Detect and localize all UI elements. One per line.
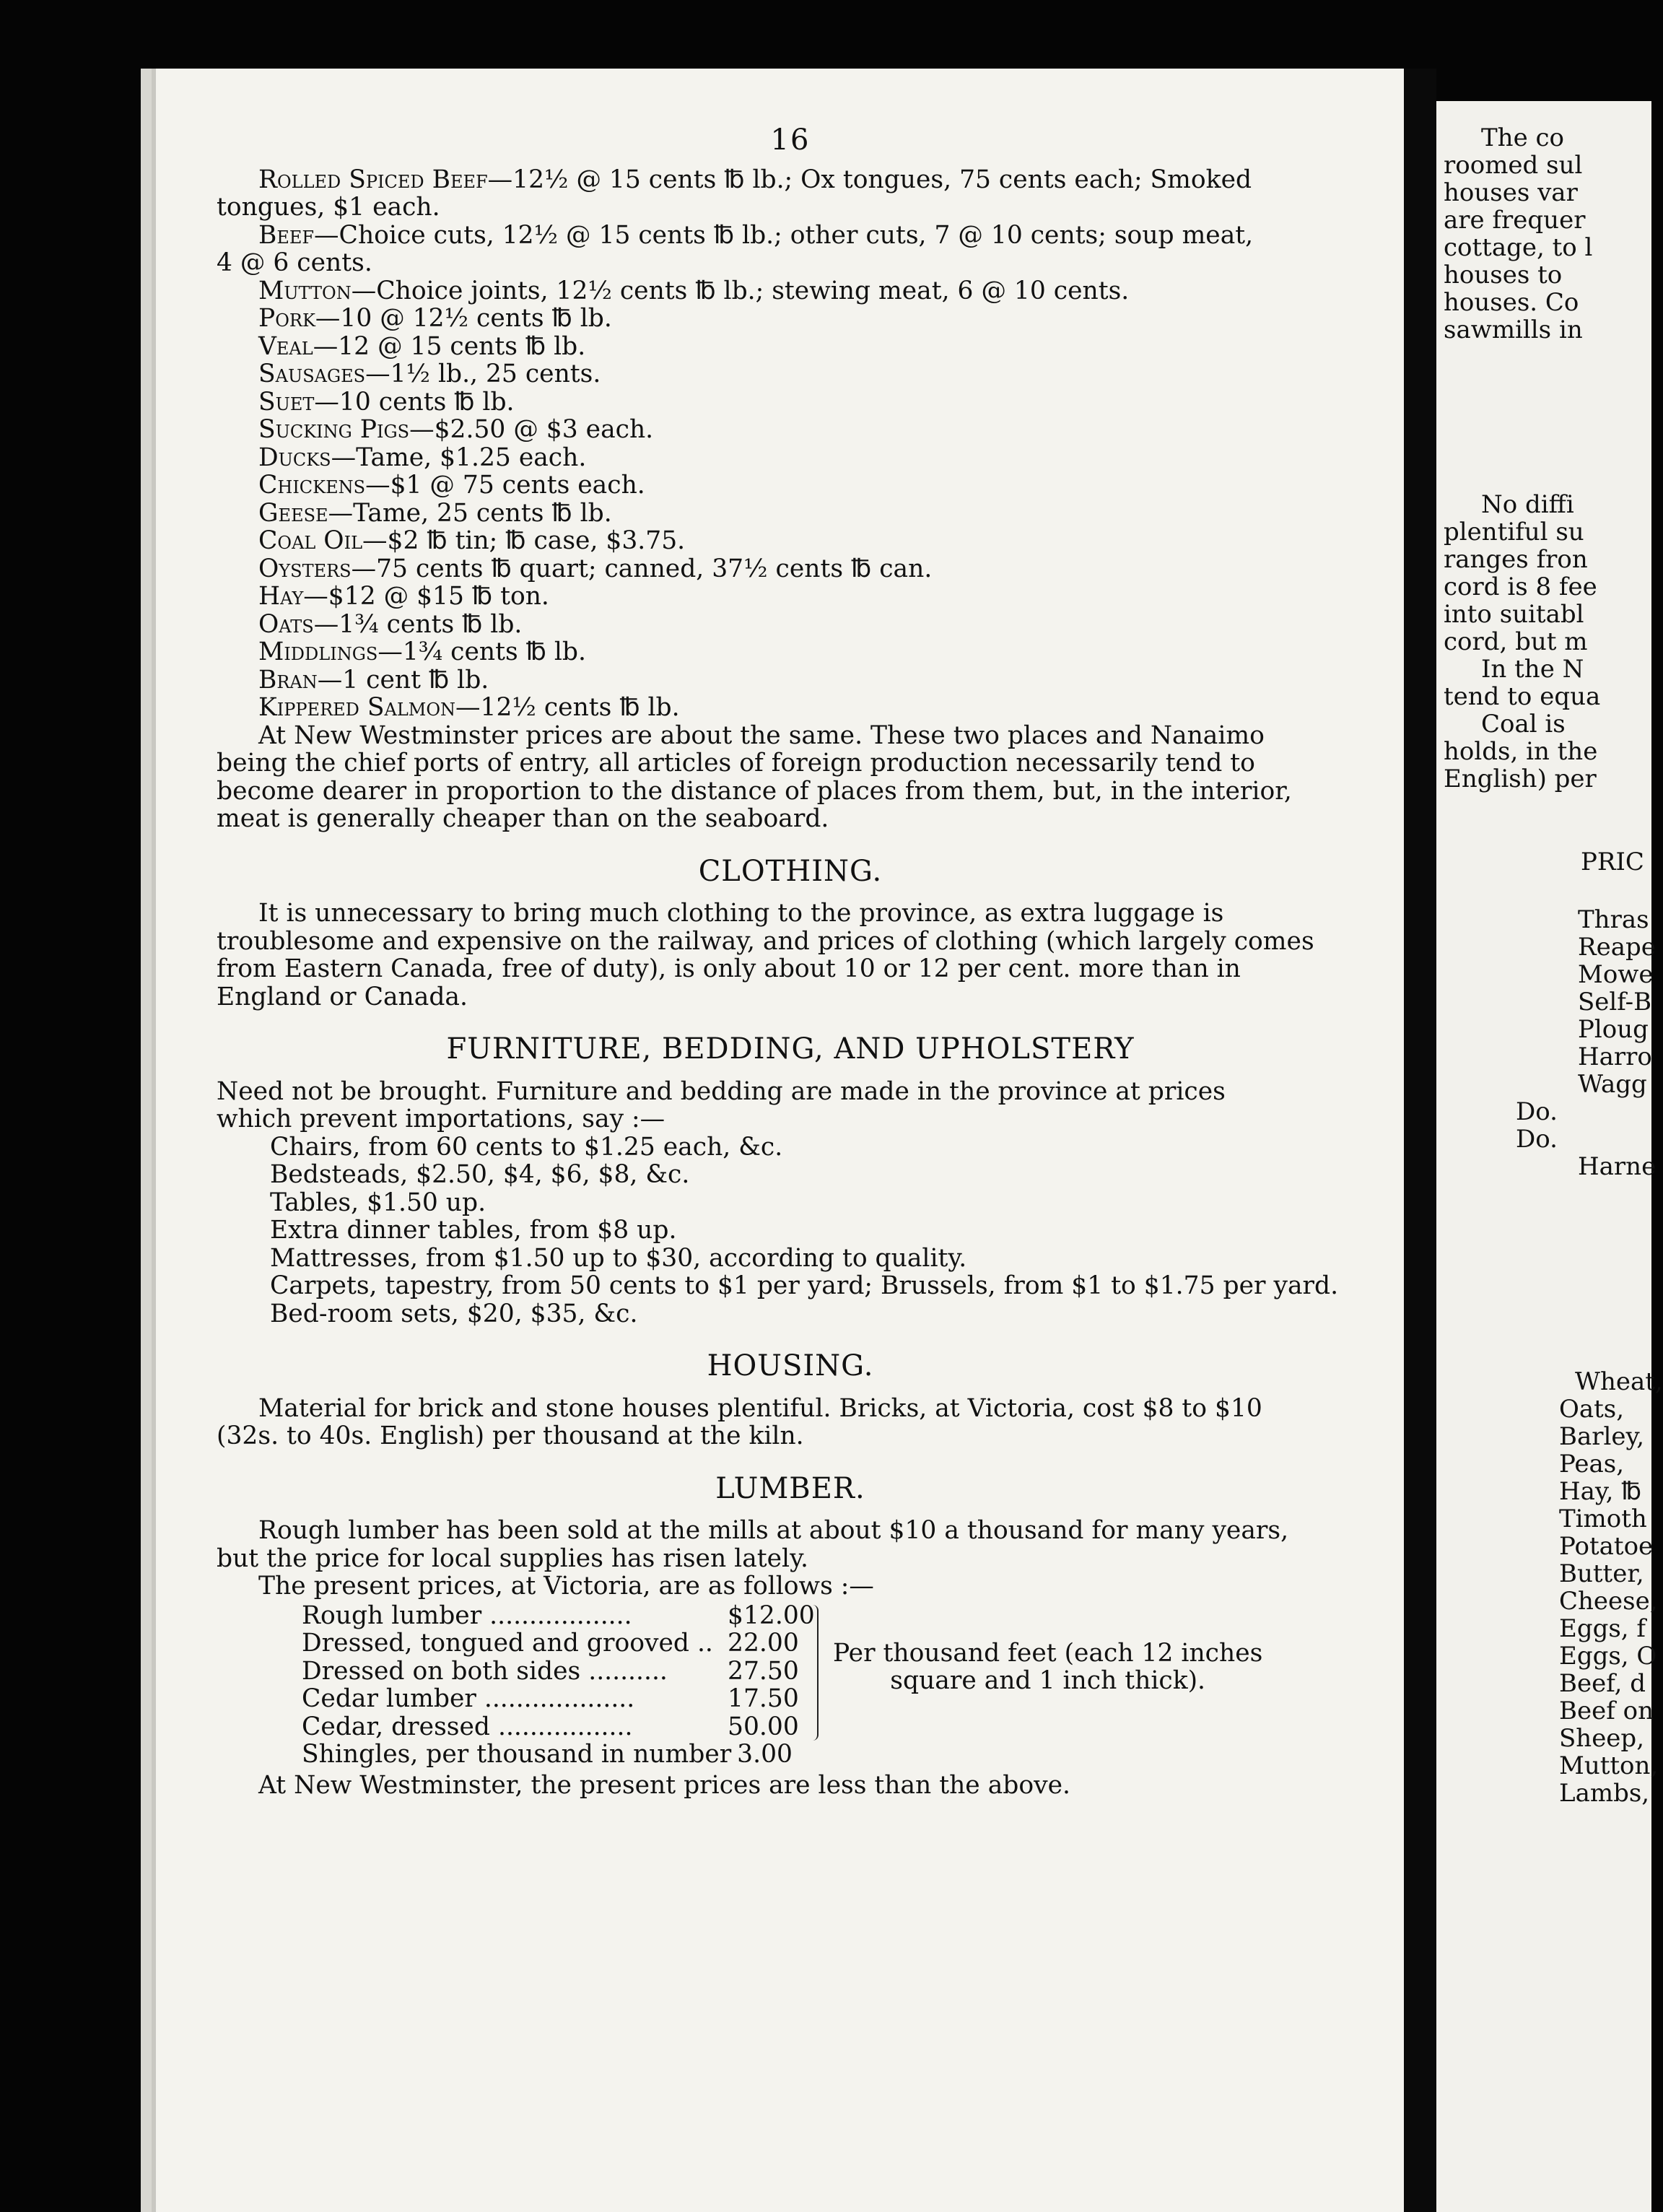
housing-heading: HOUSING. [707, 1349, 874, 1382]
adjacent-page-text: Potatoe [1559, 1532, 1654, 1561]
price-item-name: Sausages [258, 360, 366, 388]
text-line: England or Canada. [217, 982, 468, 1011]
price-item-text: —12½ cents ℔ lb. [455, 693, 680, 722]
lumber-paragraph [217, 1517, 1364, 1601]
price-item-name: Rolled Spiced Beef [258, 165, 488, 194]
furniture-heading: FURNITURE, BEDDING, AND UPHOLSTERY [446, 1032, 1135, 1066]
adjacent-page-text: Beef on [1559, 1697, 1654, 1725]
furniture-item: Mattresses, from $1.50 up to $30, according to quality. [270, 1243, 967, 1273]
price-item-name: Coal Oil [258, 526, 363, 555]
lumber-row [302, 1741, 1364, 1769]
adjacent-page-text: into suitabl [1444, 600, 1584, 629]
furniture-item: Tables, $1.50 up. [270, 1188, 486, 1217]
clothing-heading: CLOTHING. [698, 854, 883, 888]
adjacent-page-text: Beef, d [1559, 1669, 1646, 1698]
lumber-price-table [302, 1602, 1364, 1769]
price-item-text: —Tame, 25 cents ℔ lb. [328, 498, 612, 528]
adjacent-page-text: Mutton, [1559, 1751, 1659, 1780]
price-line [217, 388, 1364, 417]
adjacent-page-text: Lambs, [1559, 1779, 1650, 1808]
price-line [217, 249, 1364, 277]
price-item-text: —Choice joints, 12½ cents ℔ lb.; stewing meat, 6 @ 10 cents. [351, 276, 1130, 305]
price-line [217, 305, 1364, 333]
price-item-text: —10 cents ℔ lb. [314, 387, 515, 417]
price-line [217, 500, 1364, 528]
adjacent-page-text: tend to equa [1444, 682, 1601, 711]
adjacent-page-text: Sheep, [1559, 1724, 1645, 1753]
lumber-label: Rough lumber .................. [302, 1601, 632, 1630]
adjacent-page-text: plentiful su [1444, 518, 1584, 547]
price-item-name: Ducks [258, 443, 331, 472]
price-item-name: Mutton [258, 276, 352, 305]
adjacent-page-text: Hay, ℔ [1559, 1477, 1642, 1506]
price-line [217, 444, 1364, 472]
adjacent-page-text: holds, in the [1444, 737, 1598, 766]
adjacent-page-text: roomed sul [1444, 151, 1583, 180]
adjacent-page-text: Self-B [1578, 988, 1652, 1016]
adjacent-page-text: Wheat, [1575, 1367, 1663, 1396]
price-line [217, 166, 1364, 194]
price-line [217, 471, 1364, 500]
price-item-name: Oats [258, 609, 314, 639]
text-line: become dearer in proportion to the distance of places from them, but, in the interior, [217, 776, 1292, 806]
price-item-text: —Choice cuts, 12½ @ 15 cents ℔ lb.; other cuts, 7 @ 10 cents; soup meat, [314, 220, 1254, 250]
price-item-name: Veal [258, 331, 313, 361]
price-item-text: —12½ @ 15 cents ℔ lb.; Ox tongues, 75 cents each; Smoked [487, 165, 1252, 194]
clothing-paragraph [217, 900, 1364, 1011]
text-line: It is unnecessary to bring much clothing to the province, as extra luggage is [258, 899, 1224, 928]
westminster-paragraph [217, 722, 1364, 833]
text-line: which prevent importations, say :— [217, 1105, 665, 1133]
adjacent-page-text: Harne [1578, 1152, 1657, 1181]
lumber-value: 17.50 [728, 1684, 799, 1713]
text-line: meat is generally cheaper than on the seaboard. [217, 804, 829, 833]
text-line: but the price for local supplies has risen lately. [217, 1543, 808, 1573]
price-line [217, 277, 1364, 305]
price-item-text: —Tame, $1.25 each. [331, 443, 587, 472]
text-line: Rough lumber has been sold at the mills at about $10 a thousand for many years, [258, 1516, 1289, 1545]
text-line: being the chief ports of entry, all articles of foreign production necessarily tend to [217, 749, 1255, 778]
text-line: Need not be brought. Furniture and bedding are made in the province at prices [217, 1076, 1226, 1106]
price-line [217, 638, 1364, 666]
page-gutter [1404, 69, 1436, 2212]
price-item-text: —12 @ 15 cents ℔ lb. [313, 331, 586, 361]
price-item-name: Kippered Salmon [258, 693, 456, 722]
adjacent-page-text: Reape [1578, 933, 1656, 962]
furniture-item: Extra dinner tables, from $8 up. [270, 1216, 677, 1245]
price-item-text: —1 cent ℔ lb. [317, 665, 489, 694]
price-line [217, 193, 1364, 222]
furniture-item: Bedsteads, $2.50, $4, $6, $8, &c. [270, 1160, 690, 1189]
price-line [217, 694, 1364, 722]
price-item-name: Bran [258, 665, 318, 694]
lumber-value: 27.50 [728, 1656, 799, 1686]
text-line: from Eastern Canada, free of duty), is only about 10 or 12 per cent. more than in [217, 954, 1241, 983]
text-line: (32s. to 40s. English) per thousand at the kiln. [217, 1421, 804, 1450]
price-item-name: Middlings [258, 637, 378, 666]
price-list [217, 166, 1364, 722]
adjacent-page-text: English) per [1444, 765, 1597, 793]
adjacent-page-text: Eggs, O [1559, 1642, 1657, 1671]
adjacent-page-text: PRIC [1581, 848, 1644, 876]
furniture-item: Bed-room sets, $20, $35, &c. [270, 1299, 638, 1328]
price-line [217, 555, 1364, 583]
book-spine [141, 69, 152, 2212]
adjacent-page-text: Wagg [1578, 1070, 1647, 1099]
adjacent-page [1436, 101, 1663, 2212]
price-line [217, 360, 1364, 388]
price-line [217, 222, 1364, 250]
lumber-value: 50.00 [728, 1712, 799, 1741]
adjacent-page-text: Mowe [1578, 960, 1654, 989]
price-item-text: —$2 ℔ tin; ℔ case, $3.75. [362, 526, 686, 555]
lumber-label: Cedar, dressed ................. [302, 1712, 633, 1741]
lumber-heading: LUMBER. [715, 1471, 865, 1505]
price-line [217, 583, 1364, 611]
price-line [217, 416, 1364, 444]
adjacent-page-text: The co [1481, 123, 1565, 152]
price-item-text: —$1 @ 75 cents each. [365, 471, 645, 500]
text-line: At New Westminster prices are about the same. These two places and Nanaimo [258, 720, 1265, 750]
furniture-item: Chairs, from 60 cents to $1.25 each, &c. [270, 1132, 783, 1162]
adjacent-page-text: houses. Co [1444, 288, 1579, 317]
price-item-text: 4 @ 6 cents. [217, 248, 372, 277]
adjacent-page-text: Harro [1578, 1042, 1652, 1071]
price-item-name: Beef [258, 220, 315, 250]
adjacent-page-text: houses to [1444, 261, 1563, 289]
adjacent-page-text: houses var [1444, 178, 1578, 207]
lumber-label: Dressed, tongued and grooved .. [302, 1629, 713, 1658]
lumber-value: 3.00 [737, 1740, 793, 1769]
price-item-name: Pork [258, 304, 315, 333]
price-item-name: Suet [258, 387, 315, 417]
adjacent-page-text: Thras [1578, 905, 1649, 934]
price-item-name: Chickens [258, 471, 366, 500]
lumber-row [302, 1602, 1364, 1630]
adjacent-page-text: Oats, [1559, 1395, 1625, 1424]
table-brace [810, 1605, 819, 1741]
price-item-name: Hay [258, 582, 304, 611]
price-item-text: tongues, $1 each. [217, 193, 440, 222]
price-item-name: Geese [258, 498, 328, 528]
price-item-text: —$12 @ $15 ℔ ton. [303, 582, 549, 611]
price-item-text: —1½ lb., 25 cents. [365, 360, 601, 388]
adjacent-page-text: No diffi [1481, 490, 1574, 519]
adjacent-page-text: ranges fron [1444, 545, 1588, 574]
adjacent-page-text: are frequer [1444, 206, 1586, 235]
adjacent-page-text: cord, but m [1444, 627, 1588, 656]
adjacent-page-text: sawmills in [1444, 315, 1583, 344]
adjacent-page-text: Cheese, [1559, 1587, 1658, 1616]
adjacent-page-text: Peas, [1559, 1450, 1624, 1479]
price-line [217, 333, 1364, 361]
text-line: Material for brick and stone houses plentiful. Bricks, at Victoria, cost $8 to $10 [258, 1393, 1262, 1423]
adjacent-page-text: Ploug [1578, 1015, 1649, 1044]
adjacent-page-text: Do. [1516, 1125, 1558, 1154]
price-item-text: —10 @ 12½ cents ℔ lb. [315, 304, 612, 333]
adjacent-page-text: Eggs, f [1559, 1614, 1646, 1643]
price-line [217, 666, 1364, 694]
lumber-label: Cedar lumber ................... [302, 1684, 635, 1713]
adjacent-page-text: Butter, [1559, 1559, 1644, 1588]
adjacent-page-text: Timoth [1559, 1505, 1647, 1533]
adjacent-page-text: Coal is [1481, 710, 1566, 739]
text-line: troublesome and expensive on the railway, and prices of clothing (which largely comes [217, 926, 1314, 956]
housing-paragraph [217, 1395, 1364, 1450]
lumber-row [302, 1713, 1364, 1741]
price-item-name: Sucking Pigs [258, 415, 410, 444]
brace-note [833, 1640, 1262, 1695]
price-item-text: —1¾ cents ℔ lb. [313, 609, 523, 639]
price-line [217, 611, 1364, 639]
lumber-value: 22.00 [728, 1629, 799, 1658]
price-item-text: —$2.50 @ $3 each. [409, 415, 654, 444]
lumber-label: Dressed on both sides .......... [302, 1656, 668, 1686]
adjacent-page-text: Do. [1516, 1097, 1558, 1126]
price-item-name: Oysters [258, 554, 352, 583]
brace-note-line: Per thousand feet (each 12 inches [833, 1638, 1263, 1668]
lumber-value: $12.00 [728, 1601, 815, 1630]
price-line [217, 527, 1364, 555]
book-page [152, 69, 1404, 2212]
lumber-footer: At New Westminster, the present prices are less than the above. [258, 1770, 1070, 1800]
adjacent-page-text: cord is 8 fee [1444, 572, 1597, 601]
price-item-text: —1¾ cents ℔ lb. [377, 637, 586, 666]
adjacent-page-text: cottage, to l [1444, 233, 1593, 262]
text-line: The present prices, at Victoria, are as follows :— [258, 1572, 874, 1601]
brace-note-line: square and 1 inch thick). [890, 1666, 1206, 1695]
adjacent-page-text: In the N [1481, 655, 1584, 684]
page-content [217, 123, 1364, 1800]
furniture-intro [217, 1078, 1364, 1133]
page-number: 16 [770, 123, 811, 157]
furniture-item: Carpets, tapestry, from 50 cents to $1 per yard; Brussels, from $1 to $1.75 per yard. [270, 1271, 1339, 1300]
furniture-list [217, 1133, 1364, 1328]
lumber-label: Shingles, per thousand in number [302, 1740, 732, 1769]
price-item-text: —75 cents ℔ quart; canned, 37½ cents ℔ can. [351, 554, 933, 583]
adjacent-page-text: Barley, [1559, 1422, 1645, 1451]
